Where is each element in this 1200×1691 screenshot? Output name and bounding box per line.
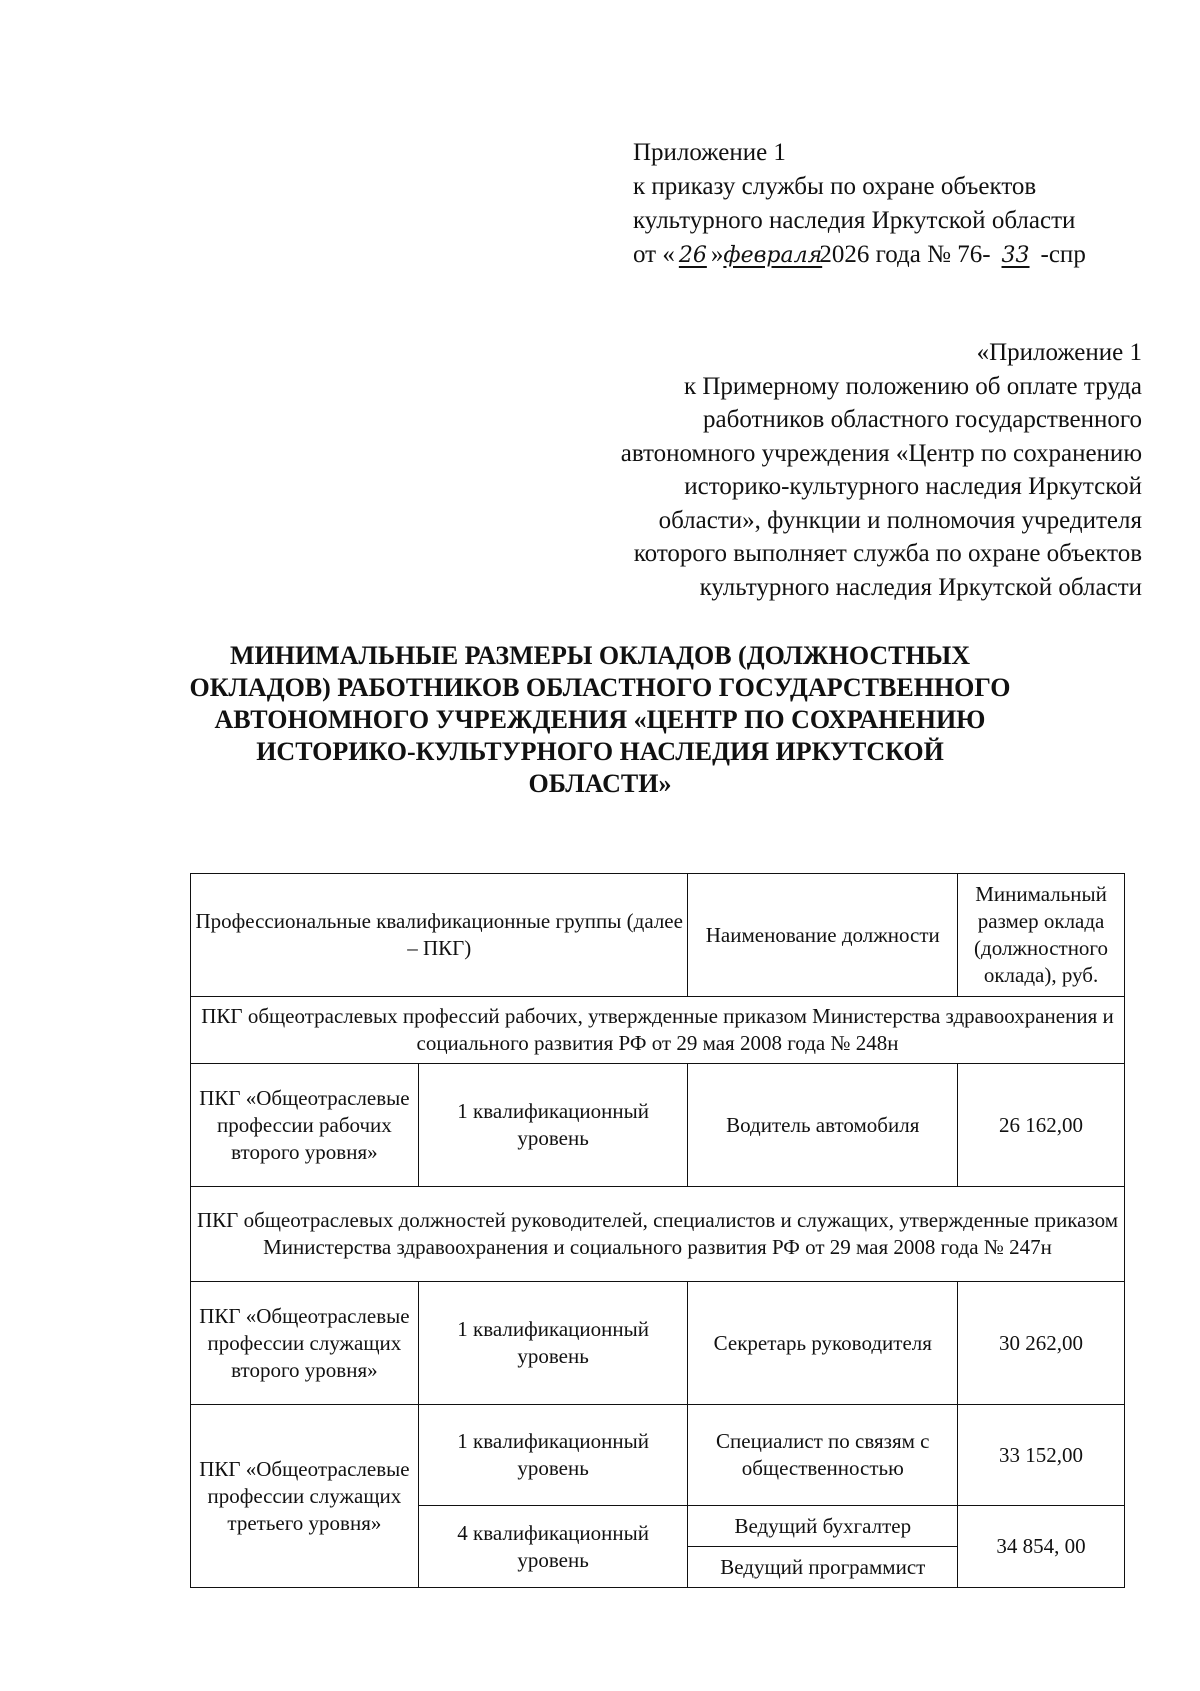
- position-cell: Специалист по связям с общественностью: [688, 1405, 958, 1506]
- appendix-line: которого выполняет служба по охране объектов: [633, 540, 1142, 567]
- appendix-reference: [502, 336, 1142, 604]
- order-line-2: к приказу службы по охране объектов: [633, 173, 1037, 200]
- title-line: ОБЛАСТИ»: [528, 769, 672, 798]
- group-cell: ПКГ «Общеотраслевые профессии служащих третьего уровня»: [191, 1405, 419, 1588]
- table-row: [191, 1282, 1125, 1405]
- header-group: Профессиональные квалификационные группы (далее – ПКГ): [191, 874, 688, 997]
- order-line-3: культурного наследия Иркутской области: [633, 207, 1076, 234]
- level-cell: 4 квалификационный уровень: [418, 1506, 688, 1588]
- level-cell: 1 квалификационный уровень: [418, 1064, 688, 1187]
- title-line: МИНИМАЛЬНЫЕ РАЗМЕРЫ ОКЛАДОВ (ДОЛЖНОСТНЫХ: [229, 641, 971, 670]
- date-prefix: от «: [633, 241, 675, 268]
- salary-cell: 33 152,00: [958, 1405, 1125, 1506]
- salary-cell: 34 854, 00: [958, 1506, 1125, 1588]
- section-row: [191, 997, 1125, 1064]
- level-cell: 1 квалификационный уровень: [418, 1405, 688, 1506]
- table-header-row: [191, 874, 1125, 997]
- section-row: [191, 1187, 1125, 1282]
- appendix-line: к Примерному положению об оплате труда: [683, 372, 1142, 400]
- appendix-line: «Приложение 1: [976, 339, 1142, 366]
- table-row: [191, 1064, 1125, 1187]
- section-247n: ПКГ общеотраслевых должностей руководителей, специалистов и служащих, утвержденные приказом Министерства здравоохранения и социального развития РФ от 29 мая 2008 года № 247н: [191, 1187, 1125, 1282]
- date-year: 2026 года № 76-: [819, 241, 991, 268]
- document-title: [150, 640, 1050, 800]
- title-line: АВТОНОМНОГО УЧРЕЖДЕНИЯ «ЦЕНТР ПО СОХРАНЕНИЮ: [214, 705, 986, 734]
- position-cell: Водитель автомобиля: [688, 1064, 958, 1187]
- order-reference: [633, 136, 1153, 273]
- handwritten-day: 26: [678, 243, 707, 268]
- group-cell: ПКГ «Общеотраслевые профессии рабочих второго уровня»: [191, 1064, 419, 1187]
- order-line-1: Приложение 1: [633, 139, 786, 166]
- appendix-line: работников областного государственного: [703, 406, 1142, 433]
- position-cell: Ведущий программист: [688, 1547, 958, 1588]
- handwritten-month: февраля: [723, 243, 823, 268]
- position-cell: Ведущий бухгалтер: [688, 1506, 958, 1547]
- date-mid: »: [710, 241, 724, 268]
- appendix-line: культурного наследия Иркутской области: [699, 573, 1142, 601]
- salary-cell: 30 262,00: [958, 1282, 1125, 1405]
- header-position: Наименование должности: [688, 874, 958, 997]
- position-cell: Секретарь руководителя: [688, 1282, 958, 1405]
- order-date-line: [633, 238, 1153, 273]
- salary-table: [190, 873, 1125, 1588]
- group-cell: ПКГ «Общеотраслевые профессии служащих второго уровня»: [191, 1282, 419, 1405]
- appendix-line: автономного учреждения «Центр по сохранению: [620, 439, 1142, 467]
- title-line: ОКЛАДОВ) РАБОТНИКОВ ОБЛАСТНОГО ГОСУДАРСТВЕННОГО: [189, 673, 1011, 702]
- section-248n: ПКГ общеотраслевых профессий рабочих, утвержденные приказом Министерства здравоохранения и социального развития РФ от 29 мая 2008 года № 248н: [191, 997, 1125, 1064]
- salary-cell: 26 162,00: [958, 1064, 1125, 1187]
- table-row: [191, 1405, 1125, 1506]
- level-cell: 1 квалификационный уровень: [418, 1282, 688, 1405]
- appendix-line: историко-культурного наследия Иркутской: [684, 473, 1142, 500]
- header-salary: Минимальный размер оклада (должностного оклада), руб.: [958, 874, 1125, 997]
- handwritten-order-number: 33: [1001, 243, 1030, 268]
- title-line: ИСТОРИКО-КУЛЬТУРНОГО НАСЛЕДИЯ ИРКУТСКОЙ: [256, 737, 944, 766]
- order-suffix: -спр: [1040, 241, 1086, 268]
- appendix-line: области», функции и полномочия учредителя: [658, 506, 1142, 534]
